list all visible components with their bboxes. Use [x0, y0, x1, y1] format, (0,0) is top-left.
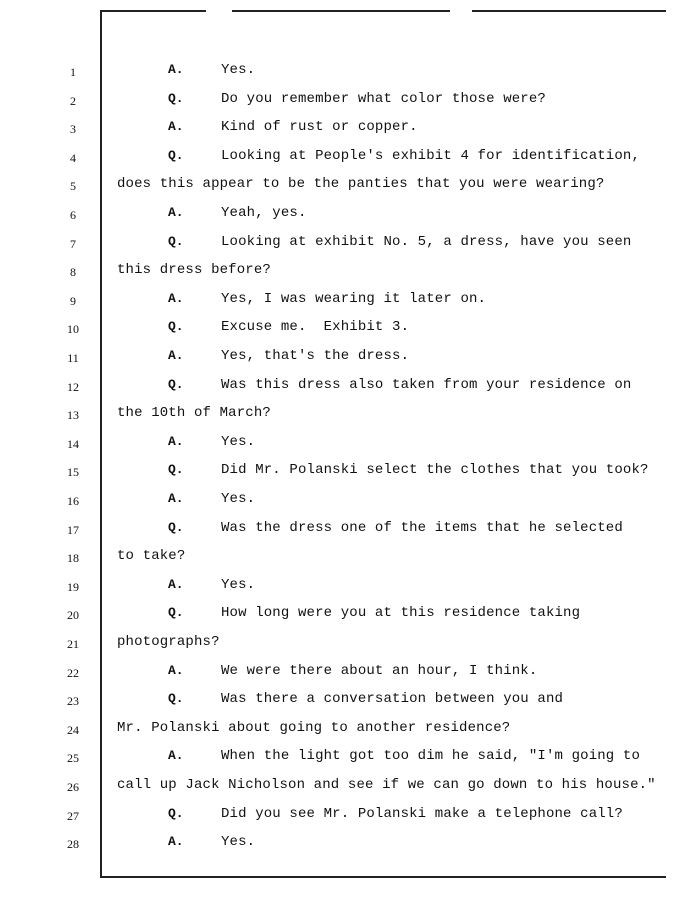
line-number: 8 [70, 265, 76, 280]
line-text: Was the dress one of the items that he selected [221, 519, 623, 536]
line-number: 25 [67, 751, 79, 766]
transcript-line [0, 487, 700, 511]
transcript-line [0, 401, 700, 425]
line-number: 13 [67, 408, 79, 423]
line-number: 16 [67, 494, 79, 508]
line-text: Excuse me. Exhibit 3. [221, 319, 410, 336]
speaker-label: Q. [168, 805, 184, 821]
speaker-label: A. [168, 491, 184, 506]
line-number: 1 [70, 65, 76, 79]
speaker-label: A. [168, 119, 184, 135]
bottom-margin-rule [100, 876, 666, 878]
speaker-label: Q. [168, 90, 184, 106]
transcript-line [0, 716, 700, 740]
speaker-label: Q. [168, 147, 184, 163]
line-text-continuation: does this appear to be the panties that you were wearing? [117, 176, 605, 193]
transcript-line [0, 458, 700, 482]
speaker-label: A. [168, 662, 184, 678]
line-text: Do you remember what color those were? [221, 90, 546, 107]
transcript-line [0, 87, 700, 111]
line-text: Yes. [221, 834, 256, 851]
transcript-line [0, 630, 700, 654]
speaker-label: A. [168, 348, 184, 363]
transcript-line [0, 659, 700, 683]
line-text: Yes. [221, 62, 256, 78]
line-number: 22 [67, 665, 79, 680]
transcript-line [0, 687, 700, 711]
line-number: 27 [67, 808, 79, 823]
line-number: 23 [67, 694, 79, 709]
speaker-label: Q. [168, 233, 184, 249]
speaker-label: A. [168, 62, 184, 77]
transcript-line [0, 601, 700, 625]
line-number: 6 [70, 208, 76, 222]
line-number: 2 [70, 93, 76, 108]
top-rule-right [472, 10, 666, 12]
line-text: Was this dress also taken from your residence on [221, 376, 632, 393]
line-number: 28 [67, 837, 79, 852]
speaker-label: Q. [168, 376, 184, 392]
speaker-label: A. [168, 205, 184, 220]
line-text-continuation: this dress before? [117, 262, 271, 279]
line-text: Did Mr. Polanski select the clothes that you took? [221, 462, 649, 479]
speaker-label: Q. [168, 519, 184, 535]
transcript-line [0, 144, 700, 168]
transcript-line [0, 373, 700, 397]
line-number: 19 [67, 579, 79, 594]
line-text: Yeah, yes. [221, 205, 307, 221]
transcript-line [0, 773, 700, 797]
line-text-continuation: call up Jack Nicholson and see if we can go down to his house." [117, 777, 656, 793]
transcript-line [0, 287, 700, 311]
line-text-continuation: to take? [117, 548, 186, 565]
line-text: Was there a conversation between you and [221, 691, 564, 708]
line-number: 17 [67, 522, 79, 537]
line-text: Yes, I was wearing it later on. [221, 290, 487, 307]
line-text: Kind of rust or copper. [221, 119, 418, 136]
line-text: Looking at People's exhibit 4 for identification, [221, 147, 641, 164]
line-text: Yes. [221, 576, 256, 593]
line-text: Yes. [221, 491, 256, 507]
line-text-continuation: the 10th of March? [117, 405, 271, 422]
transcript-line [0, 58, 700, 82]
transcript-line [0, 744, 700, 768]
line-number: 10 [67, 322, 79, 337]
line-number: 24 [67, 722, 79, 737]
speaker-label: A. [168, 834, 184, 850]
transcript-line [0, 201, 700, 225]
speaker-label: A. [168, 748, 184, 764]
transcript-line [0, 802, 700, 826]
line-number: 18 [67, 551, 79, 566]
speaker-label: Q. [168, 691, 184, 707]
line-number: 26 [67, 780, 79, 794]
transcript-line [0, 830, 700, 854]
line-text: Yes, that's the dress. [221, 348, 410, 364]
line-text: When the light got too dim he said, "I'm going to [221, 748, 641, 765]
transcript-line [0, 516, 700, 540]
line-number: 15 [67, 465, 79, 480]
speaker-label: A. [168, 290, 184, 306]
transcript-line [0, 430, 700, 454]
speaker-label: Q. [168, 319, 184, 335]
transcript-line [0, 315, 700, 339]
transcript-line [0, 344, 700, 368]
line-text-continuation: Mr. Polanski about going to another residence? [117, 719, 511, 736]
top-rule-left [100, 10, 206, 12]
line-number: 12 [67, 379, 79, 394]
line-number: 21 [67, 637, 79, 651]
transcript-line [0, 230, 700, 254]
line-text: Did you see Mr. Polanski make a telephone call? [221, 805, 623, 822]
transcript-line [0, 544, 700, 568]
top-rule-middle [232, 10, 450, 12]
line-number: 20 [67, 608, 79, 623]
transcript-line [0, 115, 700, 139]
line-number: 4 [70, 150, 76, 165]
line-text: Yes. [221, 433, 256, 450]
line-text: Looking at exhibit No. 5, a dress, have you seen [221, 233, 632, 250]
line-number: 5 [70, 179, 76, 194]
transcript-line [0, 573, 700, 597]
line-number: 3 [70, 122, 76, 137]
line-number: 14 [67, 436, 79, 451]
line-number: 9 [70, 293, 76, 308]
transcript-line [0, 172, 700, 196]
speaker-label: A. [168, 433, 184, 449]
transcript-line [0, 258, 700, 282]
speaker-label: Q. [168, 462, 184, 478]
line-number: 7 [70, 236, 76, 251]
line-text: We were there about an hour, I think. [221, 662, 538, 679]
line-text: How long were you at this residence taking [221, 605, 581, 622]
line-text-continuation: photographs? [117, 634, 220, 650]
speaker-label: Q. [168, 605, 184, 621]
speaker-label: A. [168, 576, 184, 592]
line-number: 11 [67, 351, 79, 365]
